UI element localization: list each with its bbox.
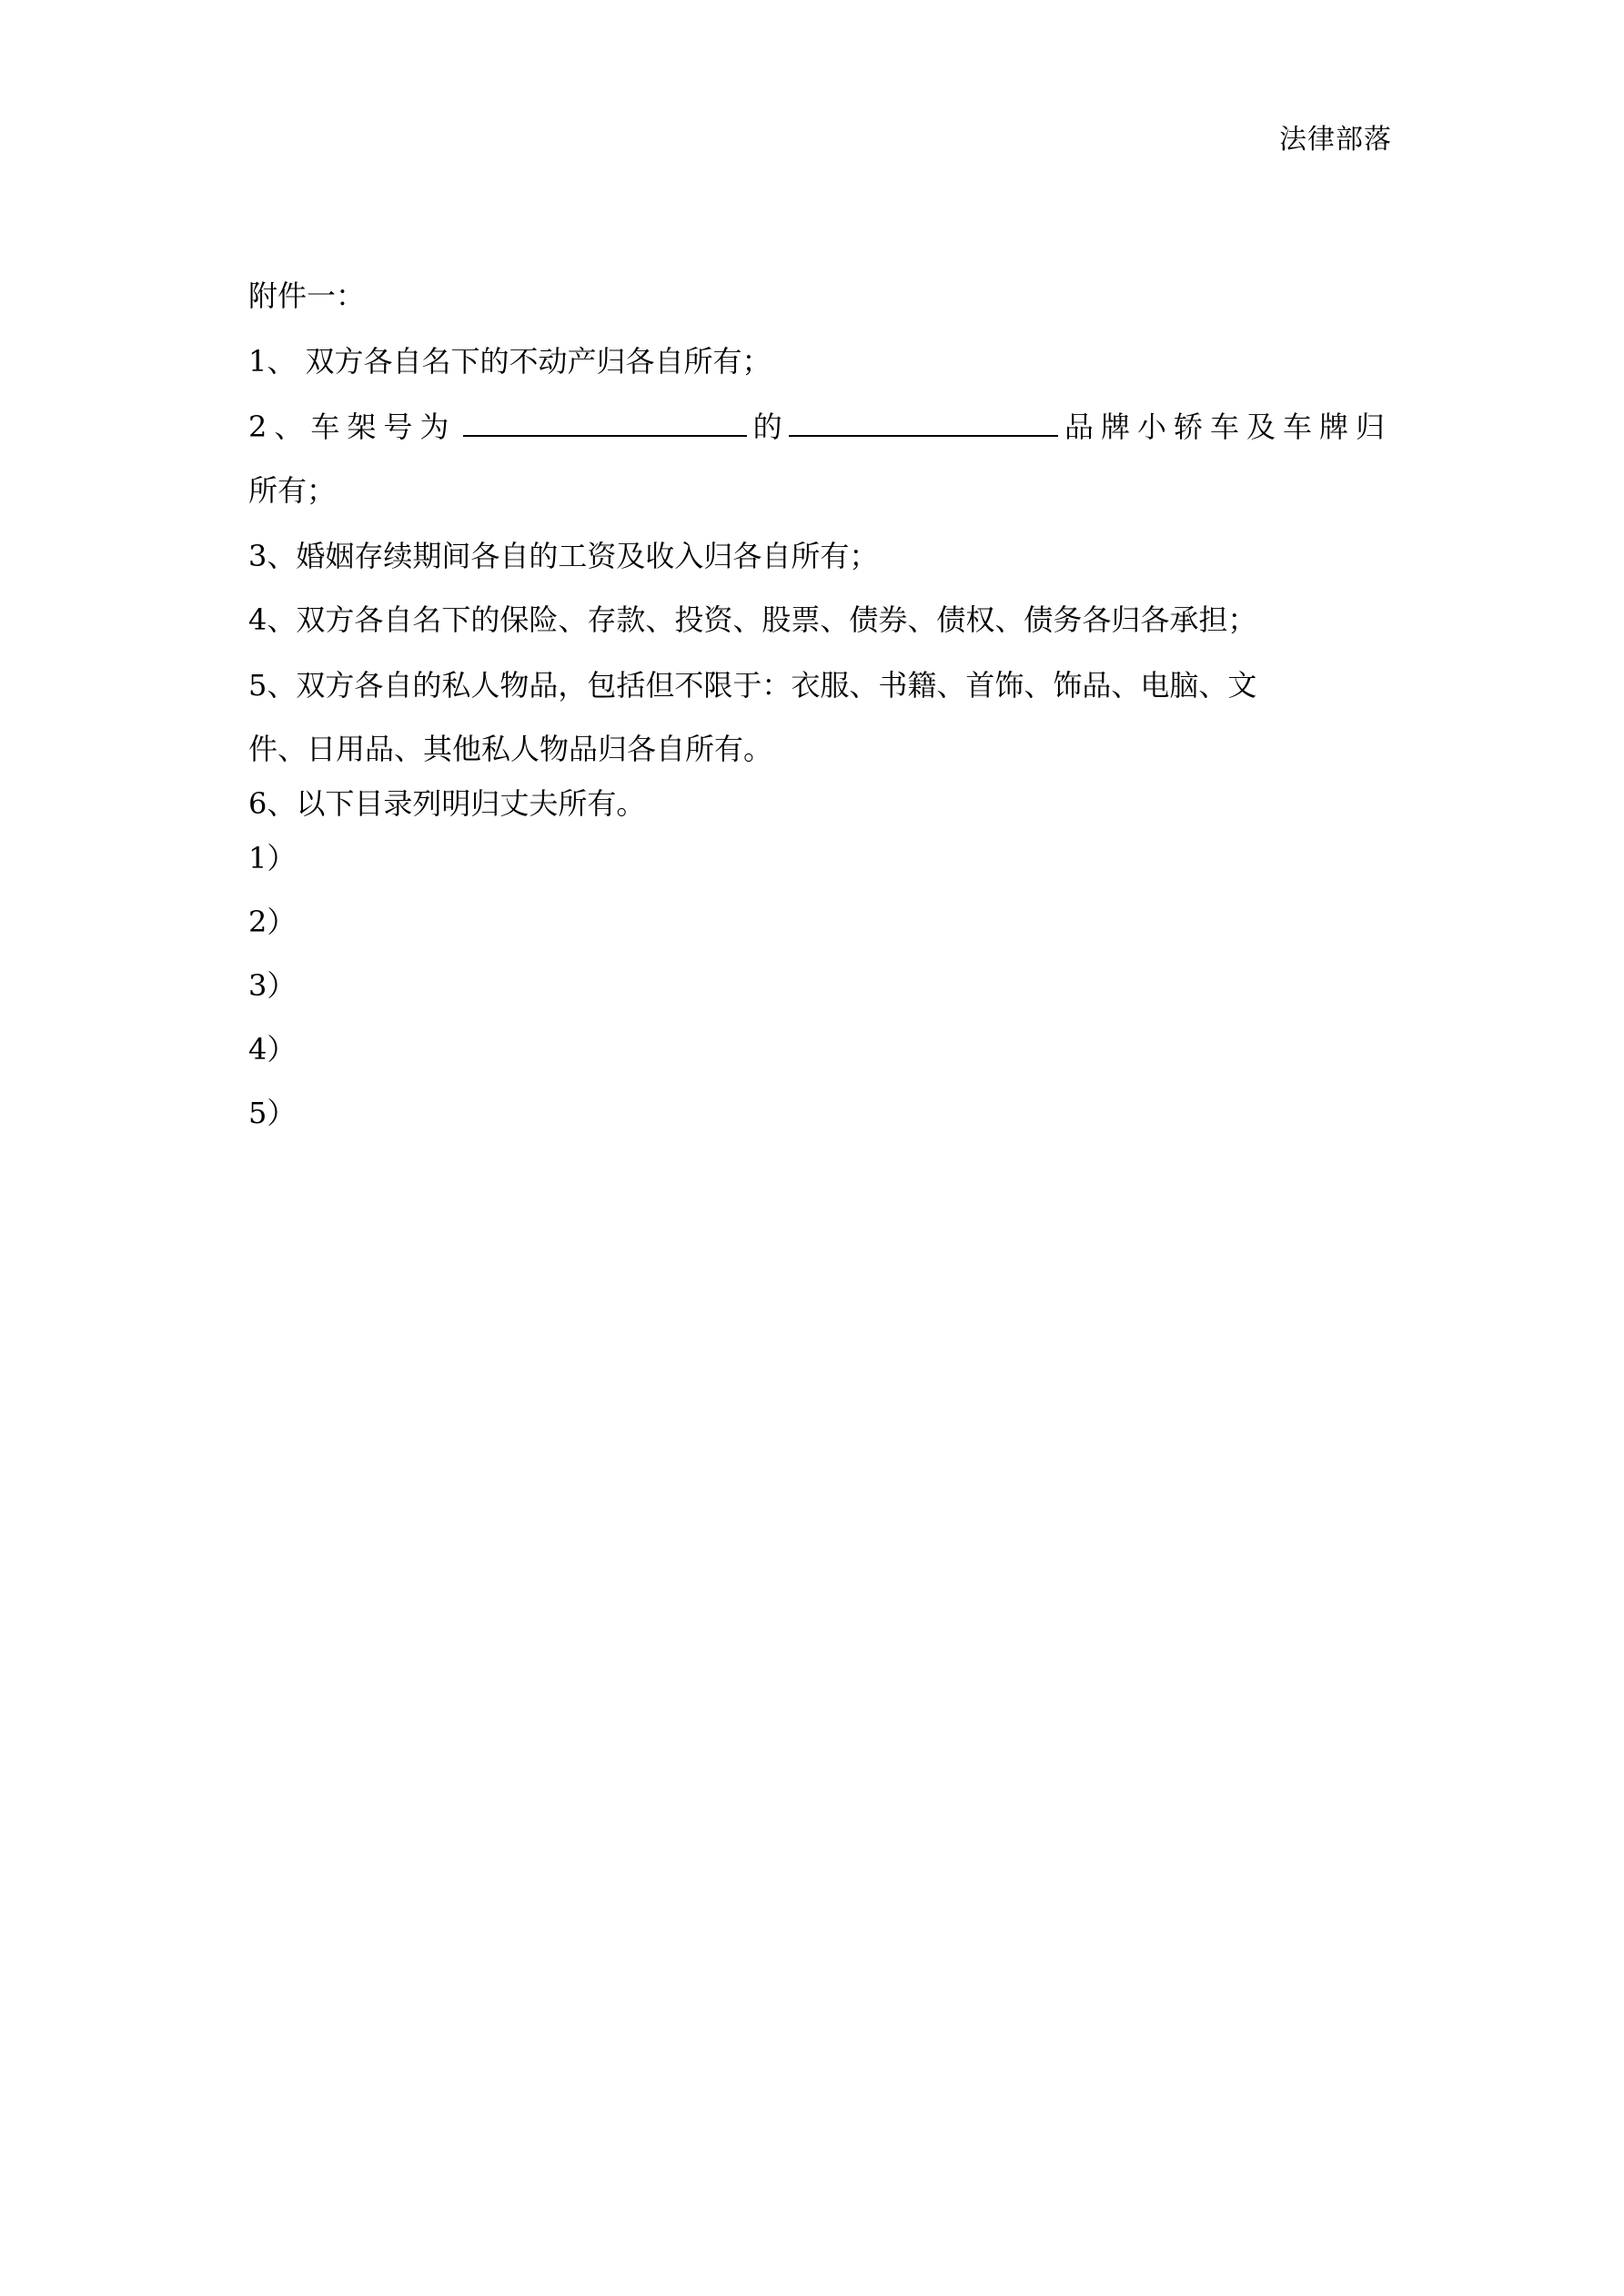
header-brand: 法律部落	[1279, 124, 1392, 156]
clause-4: 4、双方各自名下的保险、存款、投资、股票、债券、债权、债务各归各承担；	[248, 602, 1257, 637]
sublist-item-5: 5）	[248, 1096, 297, 1130]
clause-2-suffix: 品牌小轿车及车牌归	[1064, 410, 1392, 444]
clause-2-prefix: 2、车架号为	[248, 410, 457, 444]
attachment-title: 附件一：	[248, 278, 366, 313]
clause-2-middle: 的	[752, 410, 782, 444]
sublist-item-1: 1）	[248, 841, 297, 875]
sublist-item-3: 3）	[248, 968, 297, 1003]
vin-blank	[463, 408, 747, 437]
clause-6: 6、以下目录列明归丈夫所有。	[248, 786, 646, 821]
clause-3: 3、婚姻存续期间各自的工资及收入归各自所有；	[248, 539, 879, 573]
clause-5-line-2: 件、日用品、其他私人物品归各自所有。	[248, 732, 773, 766]
clause-2-line-2: 所有；	[248, 473, 337, 508]
clause-1: 1、 双方各自名下的不动产归各自所有；	[248, 344, 772, 379]
brand-blank	[789, 408, 1058, 437]
clause-5-line-1: 5、双方各自的私人物品，包括但不限于：衣服、书籍、首饰、饰品、电脑、文	[248, 668, 1257, 703]
sublist-item-4: 4）	[248, 1032, 297, 1067]
clause-2-line-1	[248, 404, 1392, 446]
sublist-item-2: 2）	[248, 905, 297, 939]
